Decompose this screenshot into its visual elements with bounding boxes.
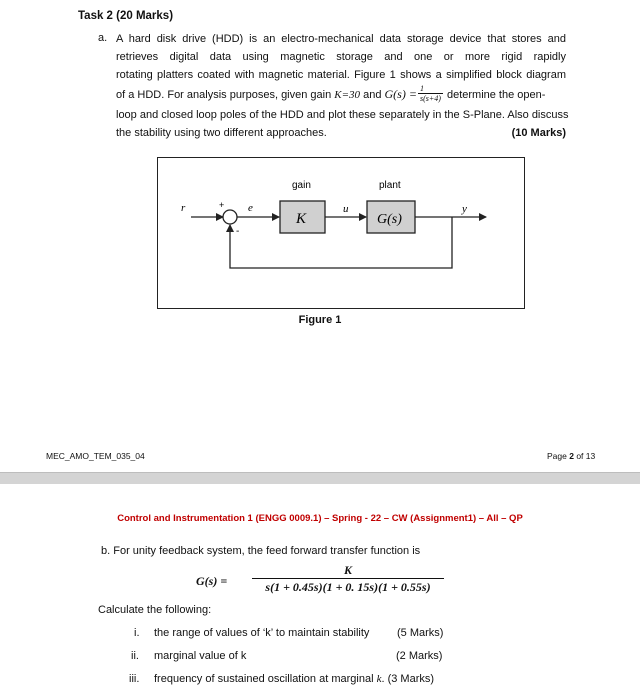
- question-a-line-6-text: the stability using two different approaches.: [116, 127, 327, 139]
- item-marks: (5 Marks): [397, 627, 444, 639]
- line4-part-c: determine the open-: [443, 89, 546, 101]
- question-a-letter: a.: [98, 32, 108, 44]
- block-diagram: [157, 157, 523, 307]
- item-marks: (2 Marks): [396, 650, 443, 662]
- figure-caption: Figure 1: [298, 314, 342, 326]
- line4-part-a: of a HDD. For analysis purposes, given gain: [116, 89, 335, 101]
- question-a-line-1: A hard disk drive (HDD) is an electro-mechanical data storage device that stores and: [116, 33, 566, 45]
- equation-fraction: [252, 563, 444, 595]
- question-a-marks: (10 Marks): [511, 127, 566, 139]
- equation-denominator: s(1 + 0.45s)(1 + 0. 15s)(1 + 0.55s): [265, 580, 431, 594]
- transfer-function-label: G(s) =: [384, 87, 417, 101]
- item-marks: (3 Marks): [387, 673, 435, 685]
- error-signal-label: e: [248, 202, 253, 214]
- task-title: Task 2 (20 Marks): [78, 10, 174, 22]
- control-signal-label: u: [343, 203, 349, 215]
- document-code: MEC_AMO_TEM_035_04: [46, 451, 145, 461]
- item-text-a: frequency of sustained oscillation at marginal: [154, 673, 377, 685]
- course-header: Control and Instrumentation 1 (ENGG 0009.1) – Spring - 22 – CW (Assignment1) – All – QP: [117, 513, 523, 524]
- question-a-line-4: [116, 85, 566, 104]
- feedback-path: [230, 217, 452, 268]
- item-number: iii.: [129, 673, 140, 685]
- item-number: i.: [134, 627, 140, 639]
- minus-sign: -: [236, 226, 240, 237]
- equation-numerator: K: [252, 563, 444, 579]
- item-text: [154, 673, 434, 685]
- page-label: Page: [547, 451, 570, 461]
- fraction-numerator: 1: [418, 84, 443, 94]
- output-signal-label: y: [462, 203, 467, 215]
- gain-block-label: K: [296, 211, 307, 227]
- plus-sign: +: [219, 200, 225, 210]
- item-text-b: .: [381, 673, 385, 685]
- item-text: the range of values of ‘k’ to maintain stability: [154, 627, 370, 639]
- gain-value: K=30: [334, 89, 361, 101]
- item-number: ii.: [131, 650, 139, 662]
- item-text: marginal value of k: [154, 650, 247, 662]
- plant-label: plant: [379, 180, 401, 191]
- question-a-line-6: [116, 124, 566, 142]
- page-number: [547, 451, 595, 461]
- fraction-denominator: s(s+4): [419, 93, 441, 103]
- gain-label: gain: [292, 180, 311, 191]
- summing-junction: [223, 210, 237, 224]
- equation-lhs: G(s) =: [196, 574, 228, 588]
- plant-block-label: G(s): [377, 212, 402, 227]
- calculate-prompt: Calculate the following:: [98, 604, 212, 616]
- page-total: of 13: [573, 451, 596, 461]
- line4-part-b: and: [360, 89, 385, 101]
- question-a-line-3: rotating platters coated with magnetic material. Figure 1 shows a simplified block diagram: [116, 69, 566, 81]
- reference-signal-label: r: [181, 202, 186, 214]
- question-a-line-2: retrieves digital data using magnetic storage and one or more rigid rapidly: [116, 51, 566, 63]
- transfer-function-fraction: [418, 84, 443, 103]
- question-a-line-5: loop and closed loop poles of the HDD and plot these separately in the S-Plane. Also discuss: [116, 109, 569, 121]
- page-current: 2: [569, 451, 574, 461]
- item-text-k: k: [376, 673, 382, 685]
- question-b-text: b. For unity feedback system, the feed forward transfer function is: [101, 545, 421, 557]
